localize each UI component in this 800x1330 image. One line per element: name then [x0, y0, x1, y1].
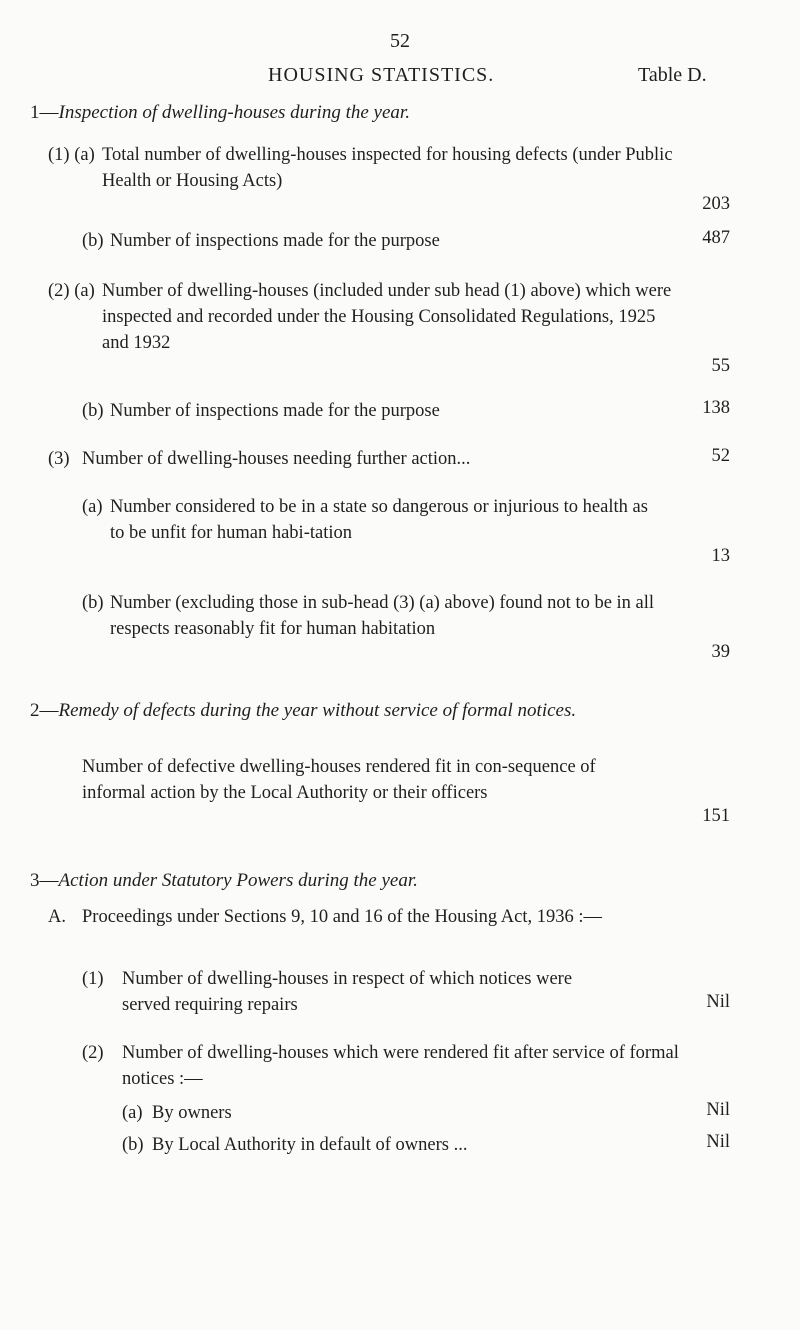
list-item: (1) (a) Total number of dwelling-houses inspected for housing defects (under Public Health or Housing Acts)	[48, 145, 673, 191]
page-title: HOUSING STATISTICS.	[268, 64, 495, 86]
table-label: Table D.	[638, 64, 707, 86]
item-value: 203	[702, 194, 730, 214]
list-item: (a) Number considered to be in a state so dangerous or injurious to health as to be unfit for human habi-tation	[82, 497, 648, 543]
section-2-title: 2—Remedy of defects during the year without service of formal notices.	[30, 700, 577, 721]
item-value: 39	[711, 642, 730, 662]
item-value: 138	[702, 398, 730, 418]
item-value: 487	[702, 228, 730, 248]
list-item: (2) (a) Number of dwelling-houses (included under sub head (1) above) which were inspected and recorded under the Housing Consolidated Regulations, 1925 and 1932	[48, 281, 672, 353]
item-value: 13	[711, 546, 730, 566]
item-value: Nil	[706, 1100, 730, 1120]
list-item: (2) Number of dwelling-houses which were rendered fit after service of formal notices :—	[82, 1043, 679, 1089]
section-3-title: 3—Action under Statutory Powers during the year.	[30, 870, 418, 891]
list-item: (b) Number (excluding those in sub-head (3) (a) above) found not to be in all respects reasonably fit for human habitation	[82, 593, 655, 639]
item-value: 151	[702, 806, 730, 826]
section-1-title: 1—Inspection of dwelling-houses during the year.	[30, 102, 410, 123]
list-item: (1) Number of dwelling-houses in respect of which notices were served requiring repairs	[82, 969, 573, 1015]
item-value: Nil	[706, 1132, 730, 1152]
list-item: A. Proceedings under Sections 9, 10 and 16 of the Housing Act, 1936 :—	[48, 907, 602, 927]
page-number: 52	[390, 30, 410, 52]
item-value: 55	[711, 356, 730, 376]
list-item: Number of defective dwelling-houses rendered fit in con-sequence of informal action by the Local Authority or their officers	[82, 757, 596, 803]
item-value: 52	[711, 446, 730, 466]
item-value: Nil	[706, 992, 730, 1012]
